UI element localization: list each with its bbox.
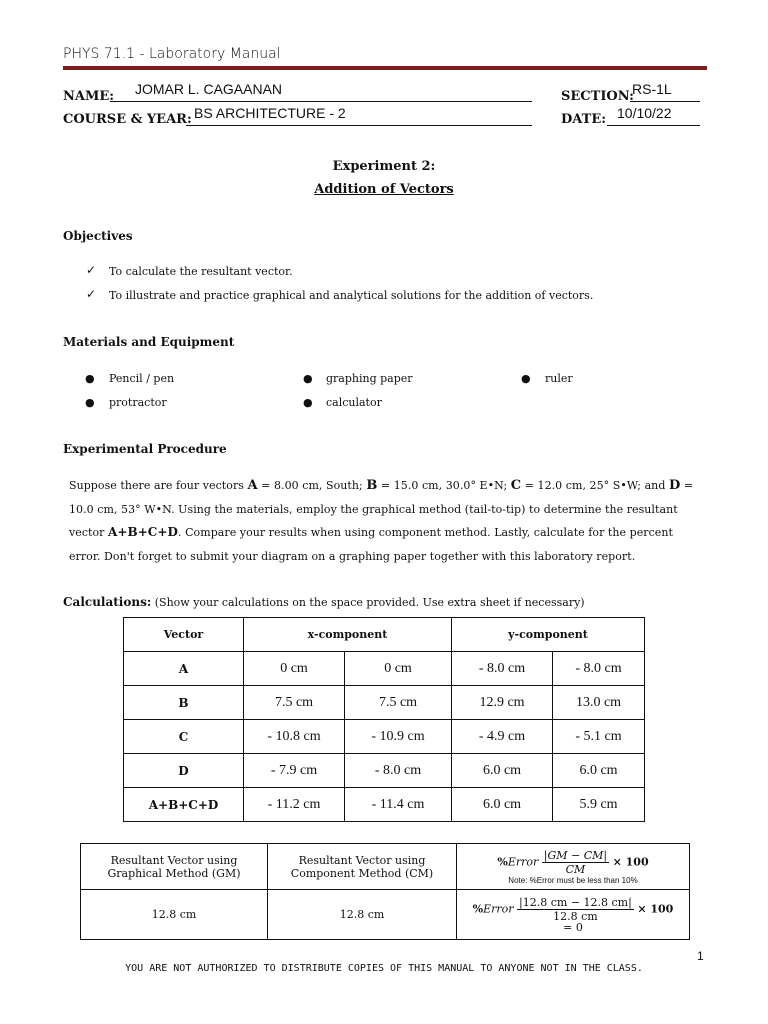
table-header-row xyxy=(124,618,645,652)
results-header-row xyxy=(81,844,690,890)
table-row xyxy=(124,788,645,822)
material-item: calculator xyxy=(326,396,382,409)
procedure-text: = 15.0 cm, 30.0° E•N; xyxy=(377,479,511,492)
x-value-cell: 7.5 cm xyxy=(345,686,452,720)
formula-denominator: CM xyxy=(565,863,586,876)
components-table xyxy=(123,617,645,822)
calculations-note: (Show your calculations on the space provided. Use extra sheet if necessary) xyxy=(151,596,585,609)
date-field[interactable] xyxy=(607,105,700,126)
y-value-cell: 5.9 cm xyxy=(553,788,645,822)
procedure-text: = 8.00 cm, South; xyxy=(257,479,367,492)
materials-heading: Materials and Equipment xyxy=(63,335,235,349)
checkmark-icon: ✓ xyxy=(86,287,97,301)
section-value: RS-1L xyxy=(632,81,672,97)
calc-word: Error xyxy=(483,902,514,915)
calc-times: × 100 xyxy=(637,902,674,915)
x-value-cell: - 11.4 cm xyxy=(345,788,452,822)
vector-d-label: D xyxy=(668,478,681,493)
formula-times: × 100 xyxy=(612,855,649,869)
date-label: DATE: xyxy=(561,112,607,127)
error-calculation xyxy=(457,890,690,940)
objective-item: To calculate the resultant vector. xyxy=(109,265,293,278)
table-row xyxy=(124,652,645,686)
y-value-cell: - 4.9 cm xyxy=(452,720,553,754)
x-value-cell: - 7.9 cm xyxy=(244,754,345,788)
results-table xyxy=(80,843,690,940)
bullet-icon: ● xyxy=(85,396,95,409)
vector-cell: D xyxy=(124,754,244,788)
formula-note: Note: %Error must be less than 10% xyxy=(508,876,638,885)
error-calc-line xyxy=(457,896,689,923)
page-number: 1 xyxy=(697,949,704,963)
vector-c-label: C xyxy=(510,478,522,493)
bullet-icon: ● xyxy=(521,372,531,385)
col-header-y: y-component xyxy=(452,618,645,652)
name-value: JOMAR L. CAGAANAN xyxy=(135,81,283,97)
formula-word: Error xyxy=(507,855,539,869)
calc-fraction xyxy=(517,896,634,923)
table-row xyxy=(124,686,645,720)
y-value-cell: 13.0 cm xyxy=(553,686,645,720)
bullet-icon: ● xyxy=(85,372,95,385)
gm-header-line: Graphical Method (GM) xyxy=(107,866,241,880)
procedure-text: . Compare your results when using component method. Lastly, calculate for the percent error. Don't forget to submit your diagram on a graphing paper together with this laboratory report. xyxy=(69,526,673,563)
cm-header-line: Resultant Vector using xyxy=(298,853,426,867)
x-value-cell: - 10.9 cm xyxy=(345,720,452,754)
col-header-vector: Vector xyxy=(124,618,244,652)
cm-value: 12.8 cm xyxy=(268,890,457,940)
course-field[interactable] xyxy=(186,105,532,126)
manual-title: PHYS 71.1 - Laboratory Manual xyxy=(63,46,281,62)
y-value-cell: 6.0 cm xyxy=(452,788,553,822)
material-item: graphing paper xyxy=(326,372,413,385)
procedure-text: = 12.0 cm, 25° S•W; and xyxy=(521,479,669,492)
distribution-notice: YOU ARE NOT AUTHORIZED TO DISTRIBUTE COPIES OF THIS MANUAL TO ANYONE NOT IN THE CLASS. xyxy=(125,963,643,974)
y-value-cell: 6.0 cm xyxy=(553,754,645,788)
vector-cell: A xyxy=(124,652,244,686)
objectives-heading: Objectives xyxy=(63,229,133,243)
calc-denominator: 12.8 cm xyxy=(553,909,598,923)
calculations-line xyxy=(63,595,585,609)
procedure-text: Suppose there are four vectors xyxy=(69,479,248,492)
y-value-cell: - 8.0 cm xyxy=(553,652,645,686)
x-value-cell: 7.5 cm xyxy=(244,686,345,720)
x-value-cell: 0 cm xyxy=(345,652,452,686)
course-label: COURSE & YEAR: xyxy=(63,112,192,127)
bullet-icon: ● xyxy=(303,372,313,385)
material-item: Pencil / pen xyxy=(109,372,175,385)
vector-cell: C xyxy=(124,720,244,754)
header-rule xyxy=(63,66,707,70)
vector-cell: B xyxy=(124,686,244,720)
formula-percent: % xyxy=(497,855,508,869)
y-value-cell: 6.0 cm xyxy=(452,754,553,788)
objective-item: To illustrate and practice graphical and analytical solutions for the addition of vectors. xyxy=(109,289,594,302)
experiment-title: Addition of Vectors xyxy=(314,182,454,197)
x-value-cell: - 11.2 cm xyxy=(244,788,345,822)
procedure-paragraph xyxy=(69,474,699,568)
table-row xyxy=(124,754,645,788)
x-value-cell: 0 cm xyxy=(244,652,345,686)
name-label: NAME: xyxy=(63,89,115,104)
percent-error-formula xyxy=(457,849,689,876)
gm-header xyxy=(81,844,268,890)
vector-cell: A+B+C+D xyxy=(124,788,244,822)
formula-numerator: |GM − CM| xyxy=(543,849,608,862)
material-item: protractor xyxy=(109,396,167,409)
y-value-cell: 12.9 cm xyxy=(452,686,553,720)
section-label: SECTION: xyxy=(561,89,634,104)
vector-sum-label: A+B+C+D xyxy=(108,525,178,539)
date-value: 10/10/22 xyxy=(617,105,672,121)
col-header-x: x-component xyxy=(244,618,452,652)
gm-value: 12.8 cm xyxy=(81,890,268,940)
vector-a-label: A xyxy=(247,478,258,493)
calc-percent: % xyxy=(472,902,484,915)
experiment-number: Experiment 2: xyxy=(332,159,436,174)
formula-header xyxy=(457,844,690,890)
y-value-cell: - 5.1 cm xyxy=(553,720,645,754)
calculations-label: Calculations: xyxy=(63,595,152,609)
procedure-heading: Experimental Procedure xyxy=(63,442,227,456)
material-item: ruler xyxy=(545,372,573,385)
checkmark-icon: ✓ xyxy=(86,263,97,277)
procedure-text: = 10.0 cm, 53° W•N. Using the materials, employ the graphical method (tail-to-tip) to determine the resultant vector xyxy=(69,479,694,539)
cm-header-line: Component Method (CM) xyxy=(290,866,434,880)
gm-header-line: Resultant Vector using xyxy=(110,853,238,867)
cm-header xyxy=(268,844,457,890)
name-field[interactable] xyxy=(110,81,532,102)
x-value-cell: - 10.8 cm xyxy=(244,720,345,754)
bullet-icon: ● xyxy=(303,396,313,409)
formula-fraction xyxy=(542,849,609,876)
course-value: BS ARCHITECTURE - 2 xyxy=(194,105,346,121)
calc-numerator: |12.8 cm − 12.8 cm| xyxy=(519,895,632,909)
x-value-cell: - 8.0 cm xyxy=(345,754,452,788)
calc-result: = 0 xyxy=(563,920,583,934)
results-value-row xyxy=(81,890,690,940)
experiment-title-wrap xyxy=(0,182,768,197)
y-value-cell: - 8.0 cm xyxy=(452,652,553,686)
vector-b-label: B xyxy=(366,478,378,493)
table-row xyxy=(124,720,645,754)
section-field[interactable] xyxy=(630,81,700,102)
